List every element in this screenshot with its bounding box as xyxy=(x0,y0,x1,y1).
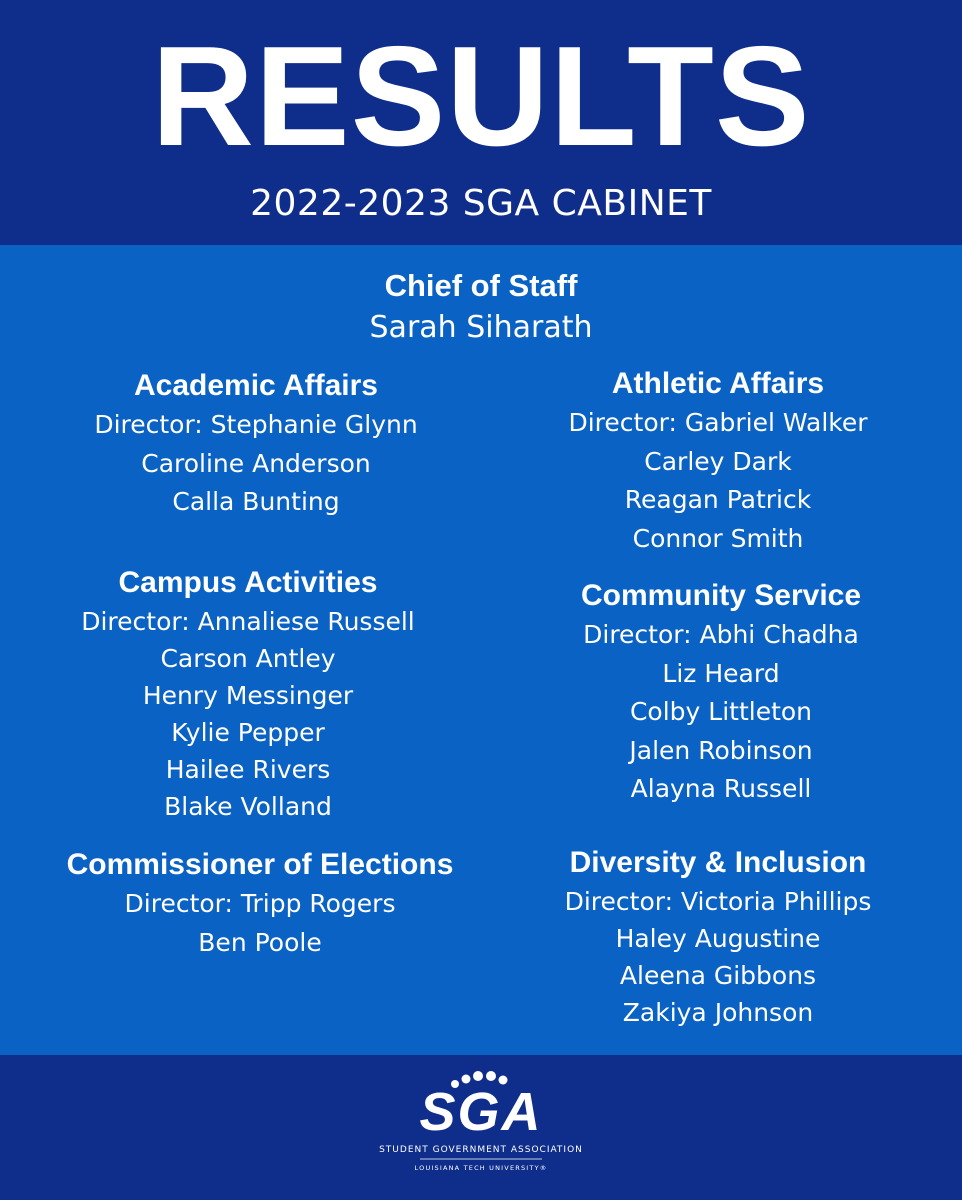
section-heading: Commissioner of Elections xyxy=(66,848,454,881)
campus-activities-section xyxy=(8,563,488,825)
member-name: Colby Littleton xyxy=(629,697,813,726)
section-heading: Campus Activities xyxy=(118,566,378,599)
member-name: Aleena Gibbons xyxy=(619,961,817,990)
logo-wordmark: SGA xyxy=(419,1082,543,1142)
section-heading: Community Service xyxy=(580,579,862,612)
member-name: Haley Augustine xyxy=(615,924,821,953)
section-heading: Academic Affairs xyxy=(134,369,378,402)
member-name: Calla Bunting xyxy=(172,487,340,516)
member-name: Alayna Russell xyxy=(630,774,812,803)
member-name: Director: Stephanie Glynn xyxy=(94,410,418,439)
member-name: Liz Heard xyxy=(662,658,780,688)
member-name: Director: Annaliese Russell xyxy=(81,607,415,636)
member-name: Blake Volland xyxy=(164,792,332,821)
page-subtitle: 2022-2023 SGA CABINET xyxy=(250,183,712,224)
member-name: Reagan Patrick xyxy=(624,485,812,514)
member-name: Director: Gabriel Walker xyxy=(568,408,868,437)
member-name: Director: Victoria Phillips xyxy=(564,887,872,916)
member-name: Carson Antley xyxy=(160,644,336,673)
section-heading: Chief of Staff xyxy=(384,268,578,303)
member-name: Hailee Rivers xyxy=(165,755,331,784)
member-name: Sarah Siharath xyxy=(369,310,593,345)
athletic-affairs-section xyxy=(478,364,958,558)
member-name: Caroline Anderson xyxy=(141,448,371,478)
member-name: Carley Dark xyxy=(644,446,792,476)
academic-affairs-section xyxy=(16,366,496,522)
member-name: Director: Tripp Rogers xyxy=(124,889,396,918)
university-name: LOUISIANA TECH UNIVERSITY® xyxy=(414,1164,548,1172)
member-name: Henry Messinger xyxy=(142,681,354,710)
commissioner-of-elections-section xyxy=(10,845,510,962)
diversity-inclusion-section xyxy=(478,843,958,1031)
section-heading: Athletic Affairs xyxy=(611,367,825,400)
member-name: Connor Smith xyxy=(632,523,804,553)
member-name: Jalen Robinson xyxy=(629,735,813,765)
member-name: Director: Abhi Chadha xyxy=(583,620,859,649)
member-name: Ben Poole xyxy=(198,927,322,957)
org-name: STUDENT GOVERNMENT ASSOCIATION xyxy=(379,1145,583,1155)
member-name: Kylie Pepper xyxy=(171,718,325,747)
section-heading: Diversity & Inclusion xyxy=(569,846,867,879)
community-service-section xyxy=(481,576,961,809)
member-name: Zakiya Johnson xyxy=(622,998,814,1027)
chief-of-staff-section xyxy=(0,266,962,350)
sga-logo xyxy=(0,1070,962,1190)
page-title: RESULTS xyxy=(151,17,811,176)
